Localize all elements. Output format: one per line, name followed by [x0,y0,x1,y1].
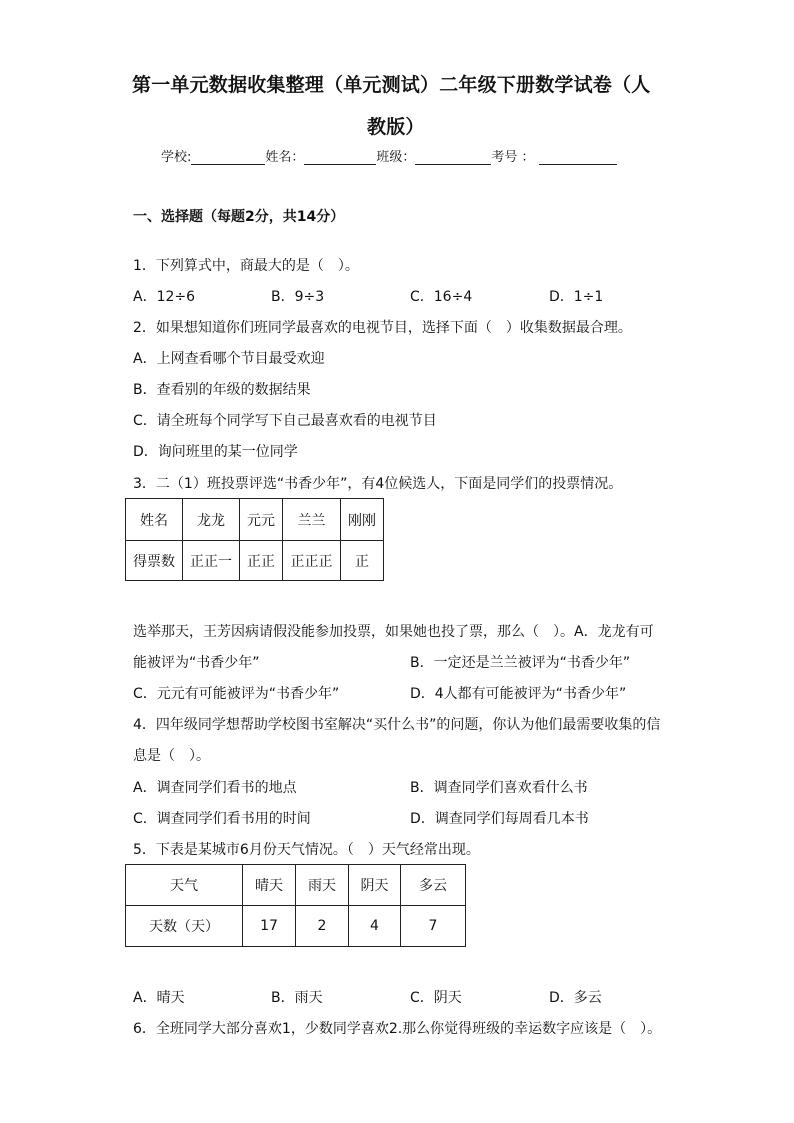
q3-option-c[interactable]: C．元元有可能被评为“书香少年” [133,686,340,702]
exam-number-label: 考号 ： [491,150,535,165]
q5-option-b[interactable]: B．雨天 [271,990,323,1006]
weather-table-header-cell: 雨天 [296,865,349,906]
weather-table-header-cell: 多云 [401,865,466,906]
q1-option-a[interactable]: A．12÷6 [133,289,196,305]
vote-table-cell: 正 [341,541,384,581]
q5-option-d[interactable]: D．多云 [549,990,602,1006]
vote-table-header-cell: 姓名 [126,499,183,541]
name-blank[interactable] [304,150,376,165]
vote-table-header-cell: 刚刚 [341,499,384,541]
q2-option-a[interactable]: A．上网查看哪个节目最受欢迎 [133,351,325,367]
question-1-stem: 1．下列算式中，商最大的是（ ）。 [133,258,359,274]
q2-option-d[interactable]: D．询问班里的某一位同学 [133,444,298,460]
q4-option-d[interactable]: D．调查同学们每周看几本书 [410,811,589,827]
q5-option-a[interactable]: A．晴天 [133,990,185,1006]
weather-table-header-cell: 天气 [126,865,243,906]
school-blank[interactable] [191,150,265,165]
page-title-line2: 教版） [367,116,425,138]
vote-table-header-cell: 龙龙 [183,499,240,541]
q2-option-b[interactable]: B．查看别的年级的数据结果 [133,382,311,398]
q3-option-d[interactable]: D．4人都有可能被评为“书香少年” [410,686,627,702]
section-heading: 一、选择题（每题2分，共14分） [133,209,345,225]
school-label: 学校: [161,150,192,165]
question-2-stem: 2．如果想知道你们班同学最喜欢的电视节目，选择下面（ ）收集数据最合理。 [133,320,632,336]
class-blank[interactable] [415,150,491,165]
question-6-stem: 6．全班同学大部分喜欢1，少数同学喜欢2.那么你觉得班级的幸运数字应该是（ ）。 [133,1021,662,1037]
name-label: 姓名： [265,150,305,165]
q4-option-c[interactable]: C．调查同学们看书用的时间 [133,811,311,827]
q4-option-b[interactable]: B．调查同学们喜欢看什么书 [410,780,588,796]
exam-number-blank[interactable] [539,150,617,165]
vote-table-cell: 得票数 [126,541,183,581]
q3-option-a-continued[interactable]: 能被评为“书香少年” [133,655,260,671]
weather-table-cell: 2 [296,906,349,947]
question-5-stem: 5．下表是某城市6月份天气情况。（ ）天气经常出现。 [133,842,480,858]
q5-option-c[interactable]: C．阴天 [410,990,462,1006]
weather-table-cell: 7 [401,906,466,947]
weather-table-header-cell: 阴天 [349,865,401,906]
q4-option-a[interactable]: A．调查同学们看书的地点 [133,780,297,796]
question-4-stem-line2: 息是（ ）。 [133,748,210,764]
vote-table-header-cell: 兰兰 [283,499,341,541]
weather-table-header-cell: 晴天 [243,865,296,906]
weather-table-cell: 4 [349,906,401,947]
vote-table-header-cell: 元元 [240,499,283,541]
question-3-body-line1: 选举那天，王芳因病请假没能参加投票，如果她也投了票，那么（ ）。A．龙龙有可 [133,624,654,640]
page-title-line1: 第一单元数据收集整理（单元测试）二年级下册数学试卷（人 [132,74,651,96]
q3-option-b[interactable]: B．一定还是兰兰被评为“书香少年” [410,655,631,671]
q1-option-b[interactable]: B．9÷3 [271,289,325,305]
weather-table-cell: 天数（天） [126,906,243,947]
q1-option-d[interactable]: D．1÷1 [549,289,604,305]
question-4-stem-line1: 4．四年级同学想帮助学校图书室解决“买什么书”的问题，你认为他们最需要收集的信 [133,717,661,733]
student-info-row [161,146,617,165]
weather-table [125,864,466,947]
q2-option-c[interactable]: C．请全班每个同学写下自己最喜欢看的电视节目 [133,413,437,429]
vote-table [125,498,384,581]
class-label: 班级： [376,150,416,165]
question-3-stem: 3．二（1）班投票评选“书香少年”，有4位候选人，下面是同学们的投票情况。 [133,476,623,492]
vote-table-cell: 正正正 [283,541,341,581]
vote-table-cell: 正正 [240,541,283,581]
weather-table-cell: 17 [243,906,296,947]
vote-table-cell: 正正一 [183,541,240,581]
q1-option-c[interactable]: C．16÷4 [410,289,473,305]
